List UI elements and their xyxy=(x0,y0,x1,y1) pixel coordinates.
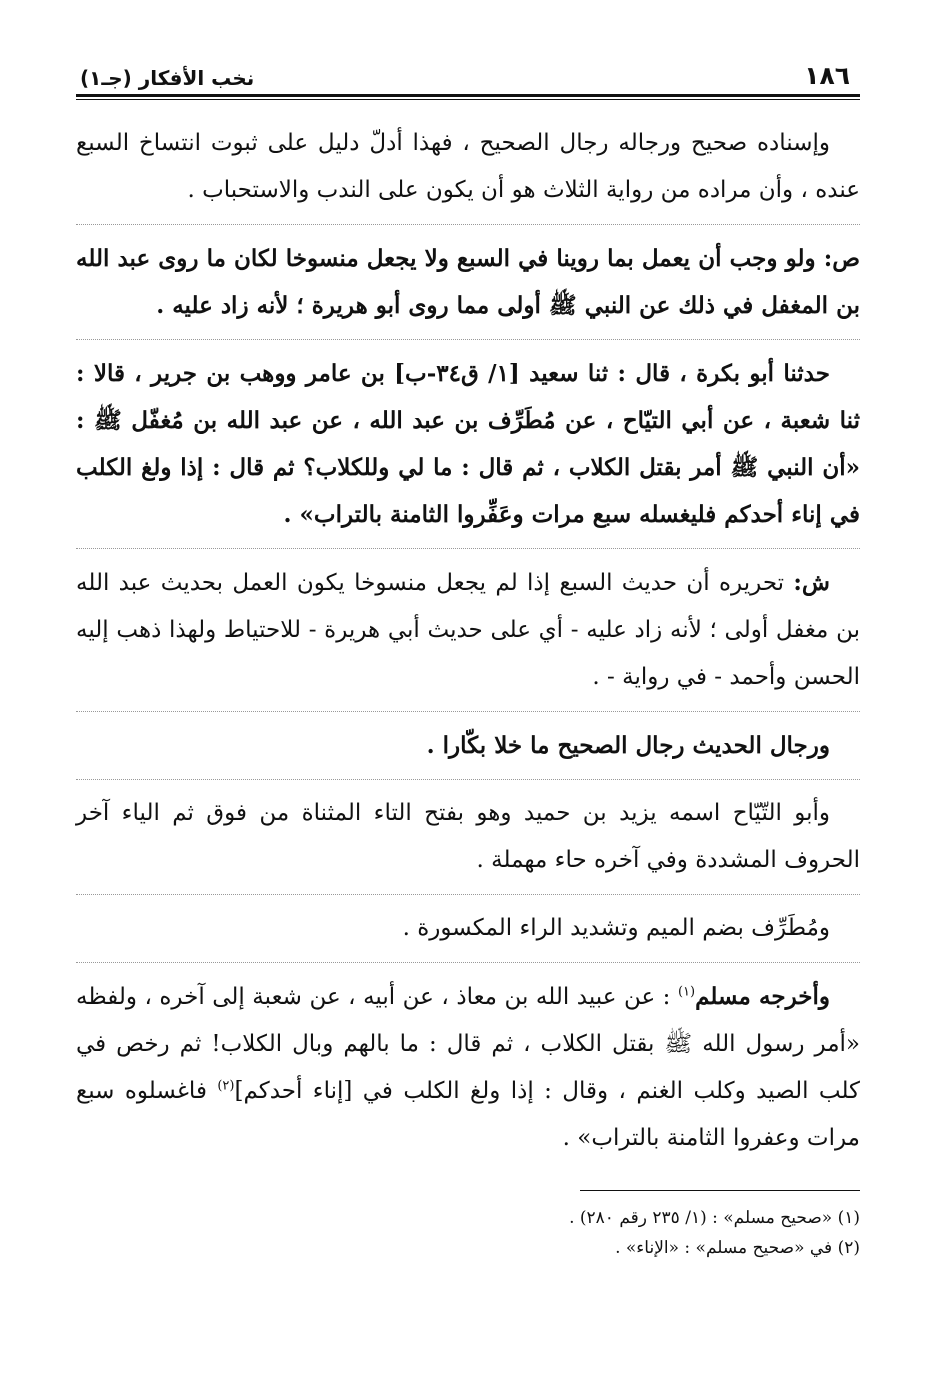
paragraph-separator xyxy=(76,711,860,712)
paragraph-muslim xyxy=(76,973,860,1162)
paragraph-separator xyxy=(76,779,860,780)
paragraph-rijal xyxy=(76,722,860,769)
paragraph-abu-tayyah xyxy=(76,790,860,884)
paragraph-isnad xyxy=(76,120,860,214)
footnote-2: (٢) في «صحيح مسلم» : «الإناء» . xyxy=(615,1238,860,1258)
footnote-ref-1[interactable]: (١) xyxy=(677,984,696,1000)
header-rule-thick xyxy=(76,94,860,97)
paragraph-matn xyxy=(76,235,860,329)
paragraph-lead: وأخرجه مسلم xyxy=(695,983,831,1010)
matn-marker: ص: xyxy=(823,245,860,272)
footnote-ref-2[interactable]: (٢) xyxy=(217,1078,235,1094)
footnotes xyxy=(76,1203,860,1263)
paragraph-text: فاغسلوه سبع مرات وعفروا الثامنة بالتراب» . xyxy=(76,1078,860,1151)
page-header xyxy=(76,52,860,90)
paragraph-separator xyxy=(76,548,860,549)
paragraph-separator xyxy=(76,339,860,340)
paragraph-hadith xyxy=(76,350,860,538)
book-page xyxy=(76,52,860,1352)
paragraph-mutarrif xyxy=(76,905,860,952)
paragraph-text: ولو وجب أن يعمل بما روينا في السبع ولا يجعل منسوخا لكان ما روى عبد الله بن المغفل في ذلك عن النبي ﷺ أولى مما روى أبو هريرة ؛ لأنه زاد عليه . xyxy=(76,245,860,319)
header-rule-thin xyxy=(76,99,860,100)
paragraph-separator xyxy=(76,224,860,225)
paragraph-text: ورجال الحديث رجال الصحيح ما خلا بكّارا . xyxy=(426,732,830,759)
paragraph-text: حدثنا أبو بكرة ، قال : ثنا سعيد [١/ ق٣٤-ب] بن عامر ووهب بن جرير ، قالا : ثنا شعبة ، عن أبي التيّاح ، عن مُطَرِّف بن عبد الله ، عن عبد الله بن مُغفّل ﷺ : «أن النبي ﷺ أمر بقتل الكلاب ، ثم قال : ما لي وللكلاب؟ ثم قال : إذا ولغ الكلب في إناء أحدكم فليغسله سبع مرات وعَفِّروا الثامنة بالتراب» . xyxy=(76,360,860,528)
paragraph-text: تحريره أن حديث السبع إذا لم يجعل منسوخا يكون العمل بحديث عبد الله بن مغفل أولى ؛ لأنه زاد عليه - أي على حديث أبي هريرة - للاحتياط ولهذا ذهب إليه الحسن وأحمد - في رواية - . xyxy=(76,570,860,690)
running-head: نخب الأفكار (جـ١) xyxy=(80,66,255,90)
paragraph-sharh xyxy=(76,559,860,701)
footnote-rule xyxy=(580,1190,860,1191)
paragraph-separator xyxy=(76,962,860,963)
paragraph-text: وإسناده صحيح ورجاله رجال الصحيح ، فهذا أدلّ دليل على ثبوت انتساخ السبع عنده ، وأن مراده من رواية الثلاث هو أن يكون على الندب والاستحباب . xyxy=(76,130,860,203)
paragraph-text: ومُطَرِّف بضم الميم وتشديد الراء المكسورة . xyxy=(402,915,830,941)
footnote-1: (١) «صحيح مسلم» : (١/ ٢٣٥ رقم ٢٨٠) . xyxy=(569,1208,860,1228)
paragraph-text: : عن عبيد الله بن معاذ ، عن أبيه ، عن شعبة إلى آخره ، ولفظه «أمر رسول الله ﷺ بقتل الكلاب ، ثم قال : ما بالهم وبال الكلاب! ثم رخص في كلب الصيد وكلب الغنم ، وقال : إذا ولغ الكلب في [إناء أحدكم] xyxy=(76,984,861,1104)
body-text xyxy=(76,120,860,1162)
paragraph-text: وأبو التّيّاح اسمه يزيد بن حميد وهو بفتح التاء المثناة من فوق ثم الياء آخر الحروف المشددة وفي آخره حاء مهملة . xyxy=(76,800,860,873)
page-number: ١٨٦ xyxy=(804,61,850,90)
sharh-marker: ش: xyxy=(793,569,830,596)
paragraph-separator xyxy=(76,894,860,895)
